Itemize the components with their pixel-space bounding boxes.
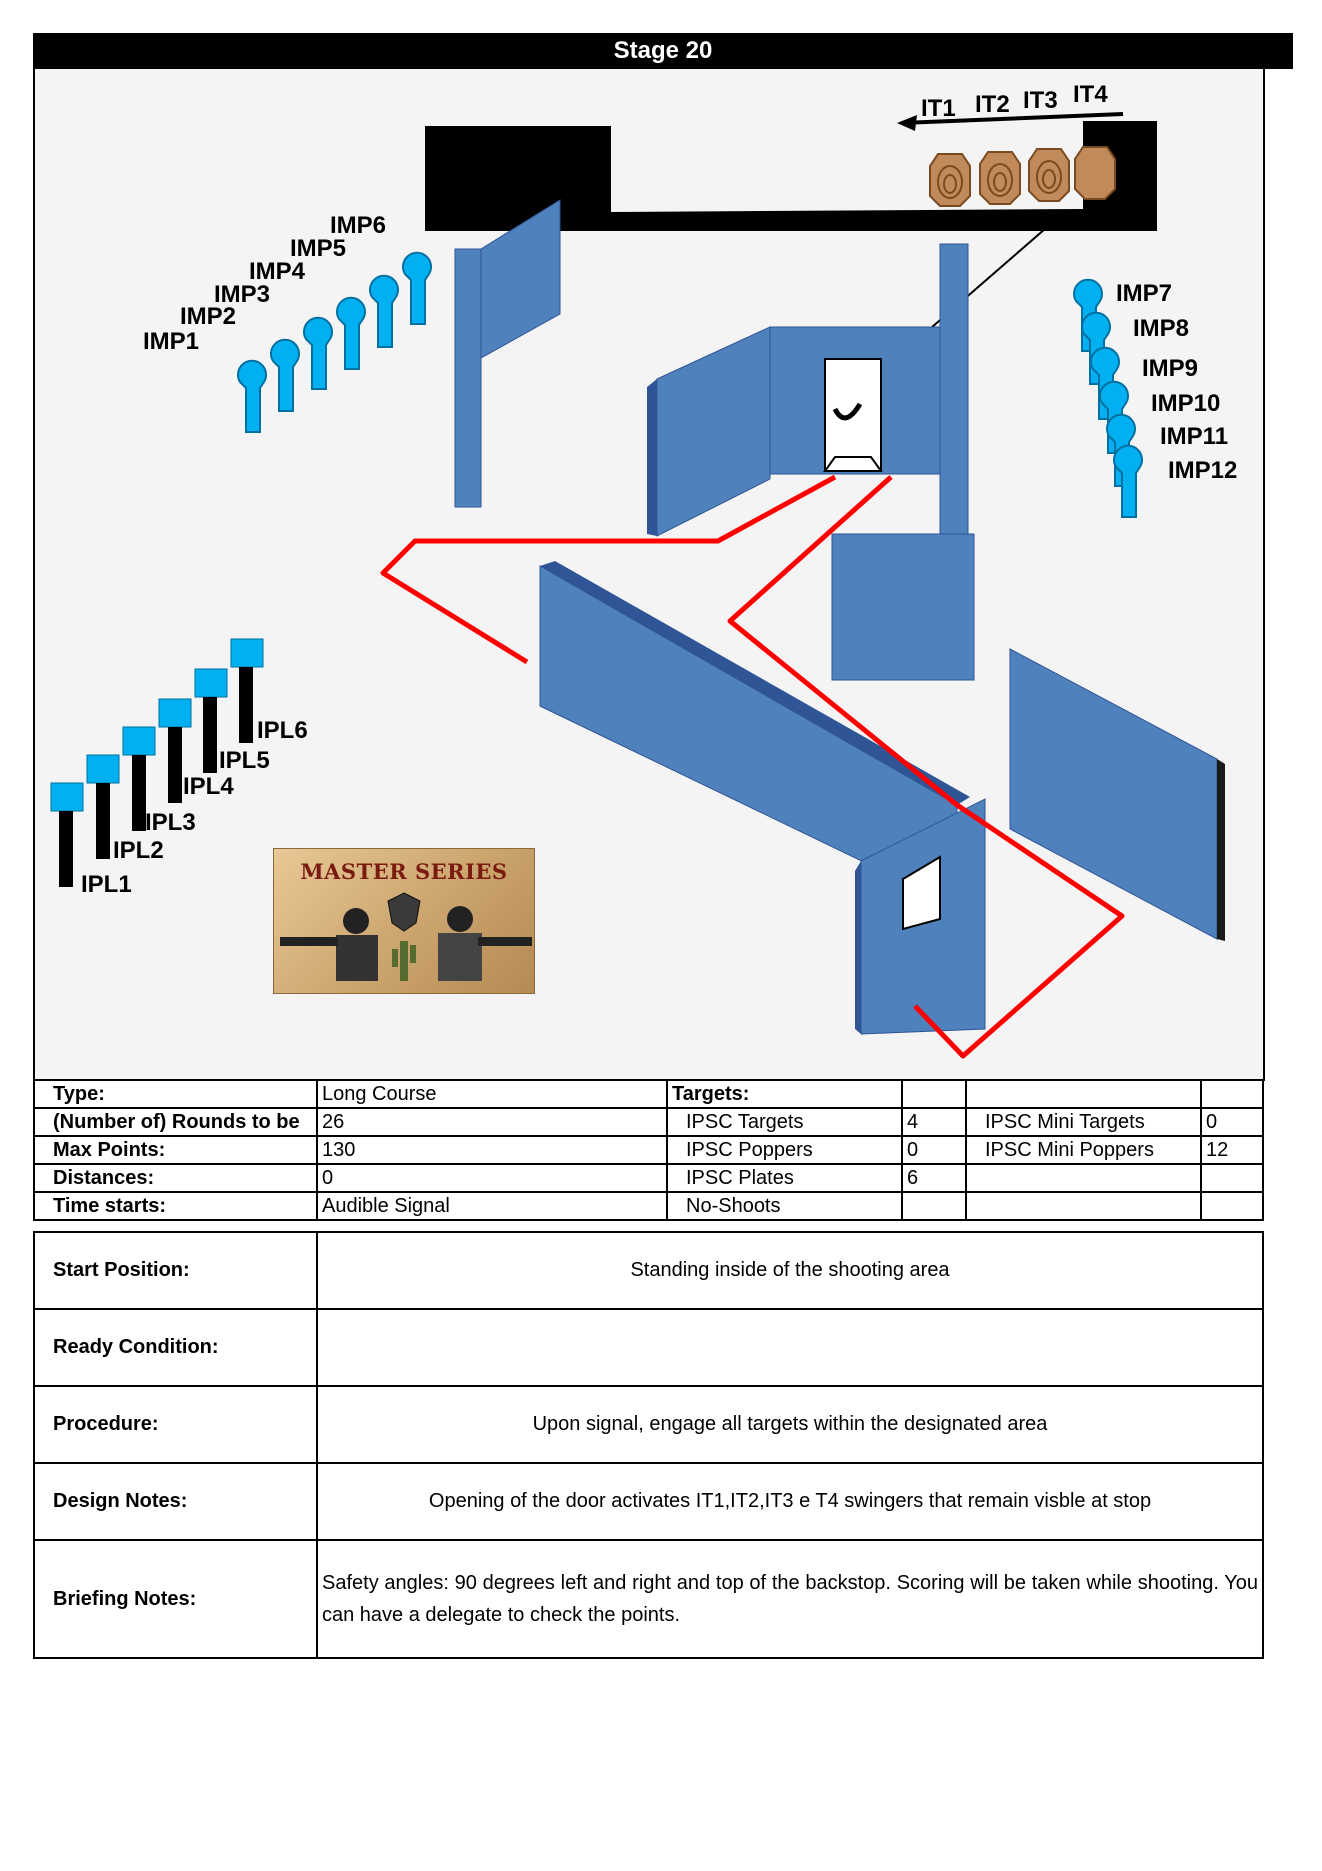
stage-info-table [33,1079,1264,1221]
targets-label: Targets: [667,1080,902,1108]
procedure-value: Upon signal, engage all targets within the designated area [317,1386,1263,1463]
ipsc-poppers-value: 0 [902,1136,966,1164]
mini-poppers-label: IPSC Mini Poppers [966,1136,1201,1164]
logo-figures-icon [274,849,534,993]
label-imp3: IMP3 [214,281,271,308]
imp-right-poppers [1074,280,1142,517]
wall-small-box [832,534,974,680]
label-imp9: IMP9 [1142,355,1199,382]
arrow-head-icon [897,115,917,131]
start-position-value: Standing inside of the shooting area [317,1232,1263,1309]
timestarts-label: Time starts: [34,1192,317,1220]
rounds-label: (Number of) Rounds to be [34,1108,317,1136]
noshoots-value [902,1192,966,1220]
master-series-logo [273,848,535,994]
procedure-label: Procedure: [34,1386,317,1463]
wall-left-tall [455,249,481,507]
wall-center-left [657,327,770,536]
label-imp2: IMP2 [180,303,237,330]
label-imp6: IMP6 [330,212,387,239]
label-it1: IT1 [921,95,956,122]
label-imp4: IMP4 [249,258,306,285]
ready-condition-value [317,1309,1263,1386]
label-imp12: IMP12 [1168,457,1238,484]
maxpoints-value: 130 [317,1136,667,1164]
ipsc-plates-value: 6 [902,1164,966,1192]
label-ipl2: IPL2 [113,837,164,864]
design-notes-value: Opening of the door activates IT1,IT2,IT3 e T4 swingers that remain visble at stop [317,1463,1263,1540]
label-imp8: IMP8 [1133,315,1190,342]
label-imp1: IMP1 [143,328,200,355]
timestarts-value: Audible Signal [317,1192,667,1220]
mini-poppers-value: 12 [1201,1136,1263,1164]
it-targets [930,147,1115,206]
label-imp10: IMP10 [1151,390,1221,417]
rounds-value: 26 [317,1108,667,1136]
type-label: Type: [34,1080,317,1108]
ready-condition-label: Ready Condition: [34,1309,317,1386]
noshoots-label: No-Shoots [667,1192,902,1220]
maxpoints-label: Max Points: [34,1136,317,1164]
label-ipl6: IPL6 [257,717,308,744]
type-value: Long Course [317,1080,667,1108]
label-imp5: IMP5 [290,235,347,262]
wall-right-diagonal [1010,649,1217,939]
ipsc-poppers-label: IPSC Poppers [667,1136,902,1164]
design-notes-label: Design Notes: [34,1463,317,1540]
label-it3: IT3 [1023,87,1058,114]
ipsc-targets-value: 4 [902,1108,966,1136]
ipsc-plates-label: IPSC Plates [667,1164,902,1192]
label-ipl1: IPL1 [81,871,132,898]
briefing-notes-value: Safety angles: 90 degrees left and right and top of the backstop. Scoring will be taken while shooting. You can have a delegate to check the points. [317,1540,1263,1658]
label-ipl3: IPL3 [145,809,196,836]
briefing-notes-label: Briefing Notes: [34,1540,317,1658]
distances-value: 0 [317,1164,667,1192]
stage-diagram-drawing [35,69,1263,1079]
label-imp11: IMP11 [1160,423,1229,450]
mini-targets-label: IPSC Mini Targets [966,1108,1201,1136]
label-it2: IT2 [975,91,1010,118]
label-ipl5: IPL5 [219,747,270,774]
stage-notes-table [33,1231,1264,1659]
label-imp7: IMP7 [1116,280,1173,307]
start-position-label: Start Position: [34,1232,317,1309]
stage-title: Stage 20 [33,33,1293,69]
ipsc-targets-label: IPSC Targets [667,1108,902,1136]
wall-right-post [940,244,968,539]
label-ipl4: IPL4 [183,773,234,800]
label-it4: IT4 [1073,81,1108,108]
logo-title: MASTER SERIES [300,859,508,884]
distances-label: Distances: [34,1164,317,1192]
mini-targets-value: 0 [1201,1108,1263,1136]
stage-diagram [33,69,1265,1081]
